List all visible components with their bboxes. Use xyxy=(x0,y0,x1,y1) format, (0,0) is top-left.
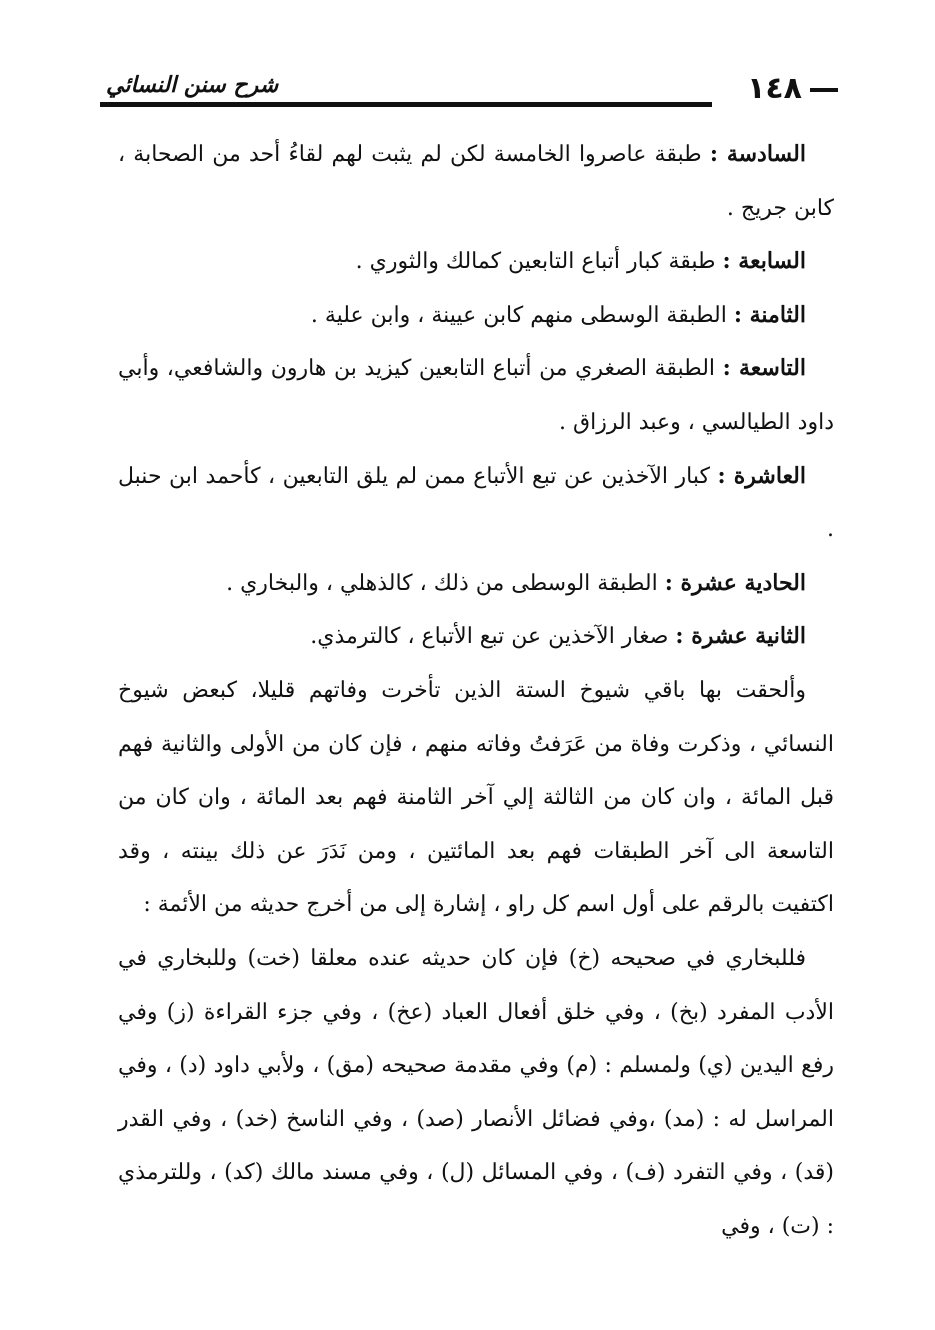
paragraph-death-dates: وألحقت بها باقي شيوخ الستة الذين تأخرت وفاتهم قليلا، كبعض شيوخ النسائي ، وذكرت وفاة من عَرَفتُ وفاته منهم ، فإن كان من الأولى والثانية فهم قبل المائة ، وان كان من الثالثة إلي آخر الثامنة فهم بعد المائة ، وان كان من التاسعة الى آخر الطبقات فهم بعد المائتين ، ومن نَدَرَ عن ذلك بينته ، وقد اكتفيت بالرقم على أول اسم كل راو ، إشارة إلى من أخرج حديثه من الأئمة : xyxy=(118,677,834,918)
tier-description: الطبقة الوسطى من ذلك ، كالذهلي ، والبخاري . xyxy=(226,570,665,596)
paragraph-eleventh-tier xyxy=(118,557,834,611)
tier-description: طبقة عاصروا الخامسة لكن لم يثبت لهم لقاءُ أحد من الصحابة ، كابن جريج . xyxy=(118,142,834,221)
page-header xyxy=(100,72,838,112)
page-number xyxy=(747,72,838,106)
page-number-dash xyxy=(810,88,838,92)
tier-description: صغار الآخذين عن تبع الأتباع ، كالترمذي. xyxy=(310,624,676,650)
tier-term: التاسعة : xyxy=(722,355,806,382)
tier-term: العاشرة : xyxy=(717,462,806,489)
tier-description: الطبقة الوسطى منهم كابن عيينة ، وابن علية . xyxy=(310,302,734,328)
paragraph-sixth-tier xyxy=(118,128,834,235)
tier-description: كبار الآخذين عن تبع الأتباع ممن لم يلق التابعين ، كأحمد ابن حنبل . xyxy=(118,463,834,543)
paragraph-twelfth-tier xyxy=(118,610,834,664)
tier-term: السادسة : xyxy=(709,141,806,167)
paragraph-ninth-tier xyxy=(118,342,834,449)
header-rule xyxy=(100,102,712,107)
tier-term: الحادية عشرة : xyxy=(664,569,806,596)
book-title: شرح سنن النسائي xyxy=(106,73,279,98)
tier-term: الثانية عشرة : xyxy=(675,623,806,650)
tier-term: السابعة : xyxy=(722,248,806,275)
paragraph-abbreviations: فللبخاري في صحيحه (خ) فإن كان حديثه عنده معلقا (خت) وللبخاري في الأدب المفرد (بخ) ، وفي خلق أفعال العباد (عخ) ، وفي جزء القراءة (ز) وفي رفع اليدين (ي) ولمسلم : (م) وفي مقدمة صحيحه (مق) ، ولأبي داود (د) ، وفي المراسل له : (مد) ،وفي فضائل الأنصار (صد) ، وفي الناسخ (خد) ، وفي القدر (قد) ، وفي التفرد (ف) ، وفي المسائل (ل) ، وفي مسند مالك (كد) ، وللترمذي : (ت) ، وفي xyxy=(118,945,834,1239)
page-body xyxy=(118,128,834,1253)
paragraph-eighth-tier xyxy=(118,289,834,343)
paragraph-seventh-tier xyxy=(118,235,834,289)
tier-term: الثامنة : xyxy=(733,301,806,328)
tier-description: الطبقة الصغري من أتباع التابعين كيزيد بن هارون والشافعي، وأبي داود الطيالسي ، وعبد الرزاق . xyxy=(118,356,834,435)
page-number-text: ١٤٨ xyxy=(747,71,802,106)
tier-description: طبقة كبار أتباع التابعين كمالك والثوري . xyxy=(355,249,723,275)
paragraph-tenth-tier xyxy=(118,450,834,557)
